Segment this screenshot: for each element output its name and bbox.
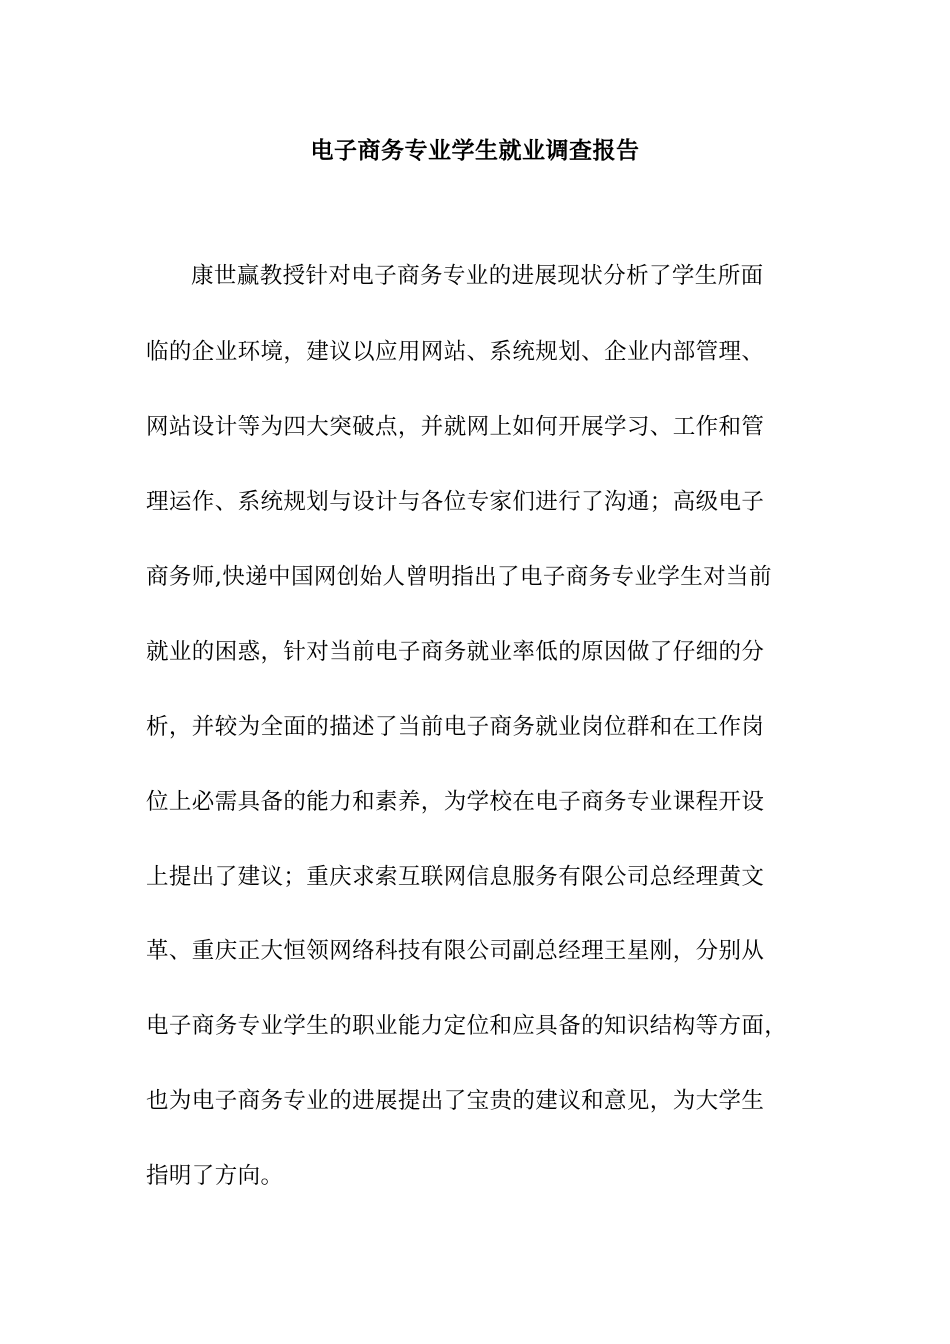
paragraph-line-5: 商务师,快递中国网创始人曾明指出了电子商务专业学生对当前: [146, 564, 772, 590]
paragraph-line-2: 临的企业环境，建议以应用网站、系统规划、企业内部管理、: [146, 339, 765, 365]
paragraph-line-3: 网站设计等为四大突破点，并就网上如何开展学习、工作和管: [146, 414, 765, 440]
paragraph-line-1: 康世赢教授针对电子商务专业的进展现状分析了学生所面: [191, 263, 764, 289]
paragraph-line-4: 理运作、系统规划与设计与各位专家们进行了沟通；高级电子: [146, 489, 765, 515]
paragraph-line-8: 位上必需具备的能力和素养，为学校在电子商务专业课程开设: [146, 789, 765, 815]
document-title: 电子商务专业学生就业调查报告: [310, 137, 640, 164]
paragraph-line-11: 电子商务专业学生的职业能力定位和应具备的知识结构等方面，: [146, 1013, 788, 1039]
paragraph-line-9: 上提出了建议；重庆求索互联网信息服务有限公司总经理黄文: [146, 864, 765, 890]
paragraph-line-6: 就业的困惑，针对当前电子商务就业率低的原因做了仔细的分: [146, 639, 765, 665]
paragraph-line-13: 指明了方向。: [146, 1163, 284, 1189]
paragraph-line-7: 析，并较为全面的描述了当前电子商务就业岗位群和在工作岗: [146, 714, 765, 740]
paragraph-line-12: 也为电子商务专业的进展提出了宝贵的建议和意见，为大学生: [146, 1088, 765, 1114]
paragraph-line-10: 革、重庆正大恒领网络科技有限公司副总经理王星刚，分别从: [146, 938, 765, 964]
